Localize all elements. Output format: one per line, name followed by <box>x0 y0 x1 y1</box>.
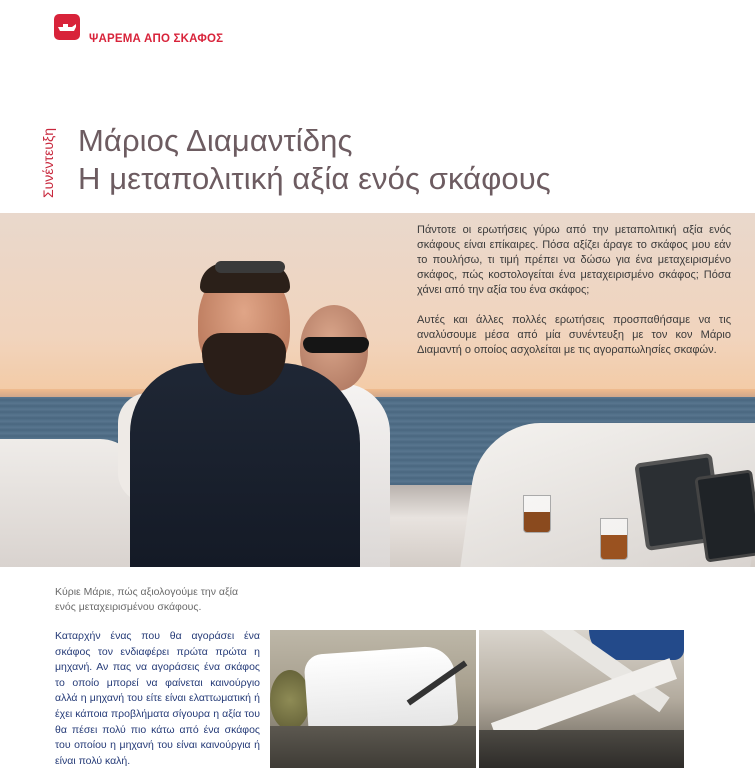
wreckage <box>270 726 476 768</box>
sunglasses <box>303 337 369 353</box>
coffee-cup <box>523 495 551 533</box>
sunglasses-on-head <box>215 261 285 273</box>
section-icon <box>54 14 80 40</box>
boat-icon <box>57 20 77 34</box>
headline <box>78 122 551 198</box>
intro-paragraph: Αυτές και άλλες πολλές ερωτήσεις προσπαθήσαμε να τις αναλύσουμε μέσα από μία συνέντευξη με τον κον Μάριο Διαμαντή ο οποίος ασχολείται με τις αγοραπωλησίες σκαφών. <box>417 314 731 356</box>
interview-question: Κύριε Μάριε, πώς αξιολογούμε την αξία ενός μεταχειρισμένου σκάφους. <box>55 586 239 613</box>
headline-name: Μάριος Διαμαντίδης <box>78 123 353 158</box>
interview-answer: Καταρχήν ένας που θα αγοράσει ένα σκάφος τον ενδιαφέρει πρώτα πρώτα η μηχανή. Αν πας να αγοράσεις ένα σκάφος το οποίο μπορεί να φαίνεται καινούργιο αλλά η μηχανή του είτε είναι ελαττωματική ή έχει κάποια προβλήματα σίγουρα η αξία του θα πέσει πολύ πιο κάτω από ένα σκάφος του οποίου η μηχανή του είναι καινούργια ή είναι πολύ καλή. <box>55 630 260 767</box>
sonar-screen <box>694 469 755 562</box>
coffee-cup <box>600 518 628 560</box>
boat-wreck-photo <box>479 630 684 768</box>
section-title: ΨΑΡΕΜΑ ΑΠΟ ΣΚΑΦΟΣ <box>89 33 224 45</box>
damaged-boat-photo <box>270 630 476 768</box>
intro-paragraph: Πάντοτε οι ερωτήσεις γύρω από την μεταπολιτική αξία ενός σκάφους είναι επίκαιρες. Πόσα αξίζει άραγε το σκάφος μου εάν το πουλήσω, τι τιμή πρέπει να δώσω για ένα μεταχειρισμένο σκάφος, πώς κοστολογείται ένα μεταχειρισμένο σκάφος; Πόσα χάνει από την αξία του ένα σκάφος; <box>417 224 731 296</box>
headline-subtitle: Η μεταπολιτική αξία ενός σκάφους <box>78 161 551 196</box>
boat-hull <box>303 645 458 735</box>
debris <box>479 730 684 768</box>
intro-text <box>417 223 731 373</box>
tree <box>270 670 310 730</box>
category-label: Συνέντευξη <box>40 127 56 198</box>
